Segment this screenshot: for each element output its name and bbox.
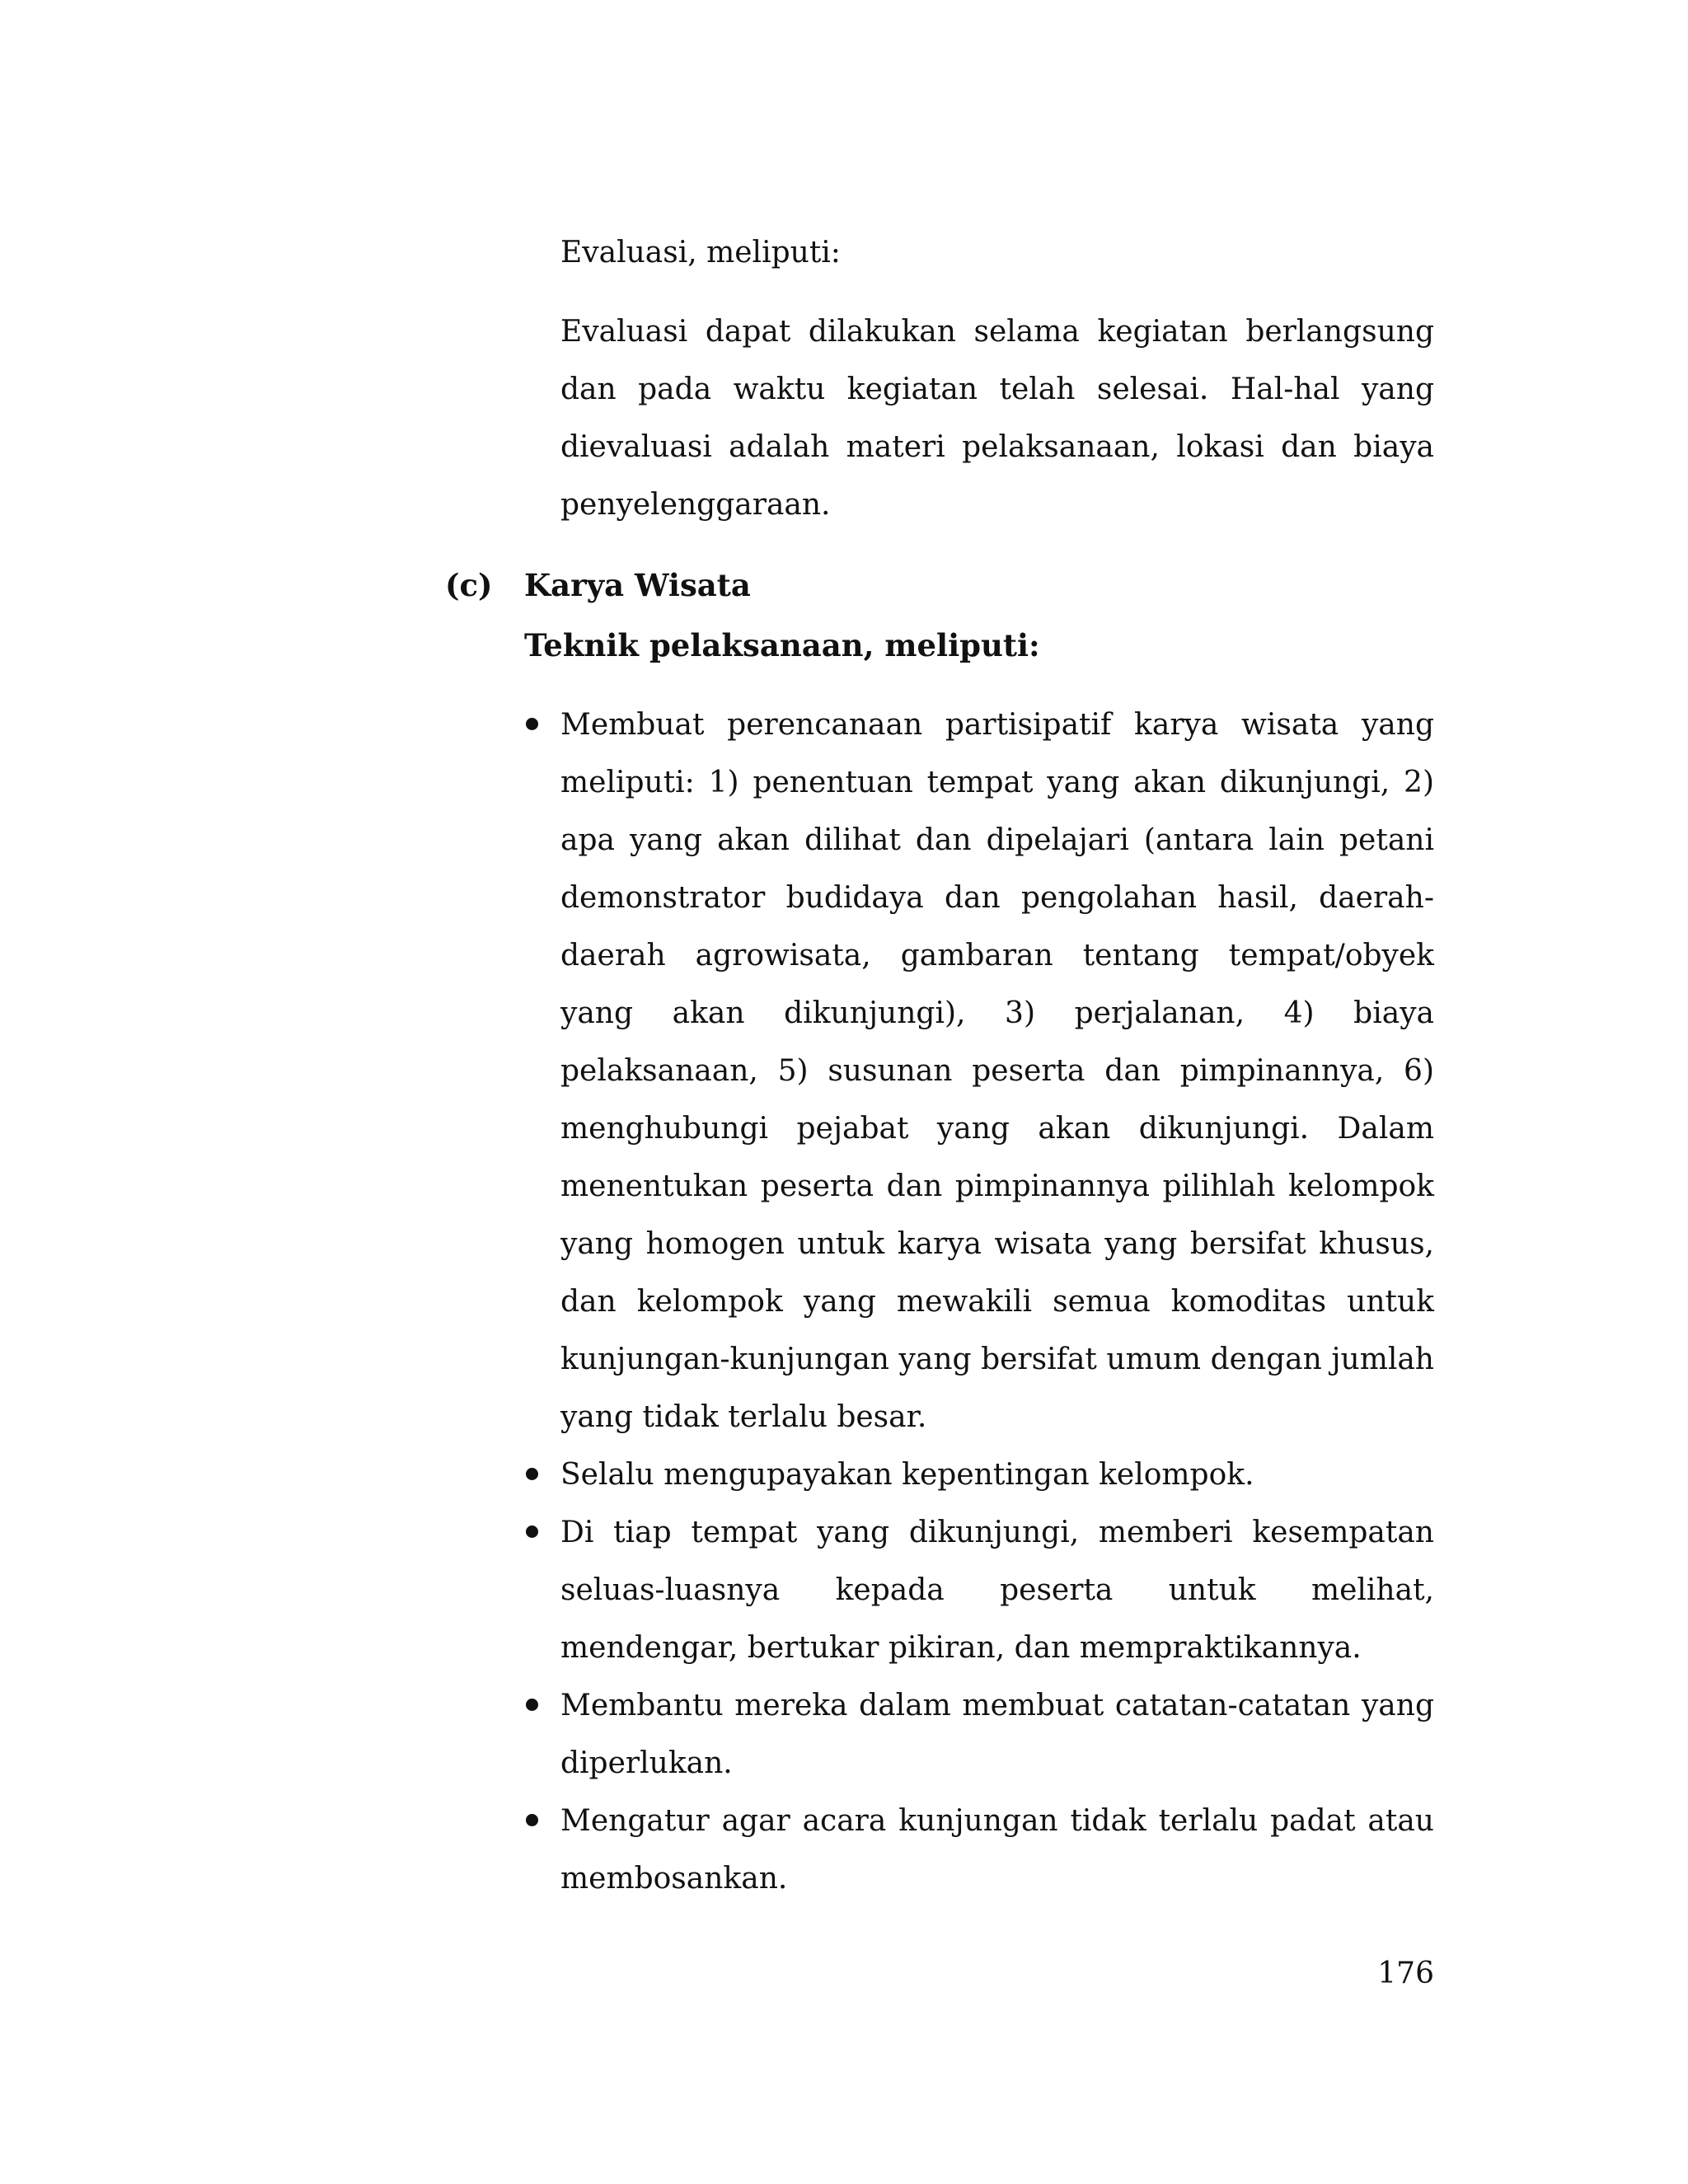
list-item-text: Selalu mengupayakan kepentingan kelompok.	[560, 1458, 1254, 1492]
bullet-icon	[526, 1526, 538, 1538]
bullet-list	[524, 696, 1434, 1908]
list-item-text: Mengatur agar acara kunjungan tidak terlalu padat atau membosankan.	[560, 1804, 1434, 1896]
list-item	[524, 1446, 1434, 1504]
list-item	[524, 1793, 1434, 1908]
evaluasi-paragraph: Evaluasi dapat dilakukan selama kegiatan berlangsung dan pada waktu kegiatan telah selesai. Hal-hal yang dievaluasi adalah materi pelaksanaan, lokasi dan biaya penyelenggaraan.	[560, 315, 1434, 522]
list-item	[524, 696, 1434, 1446]
section-label: (c)	[445, 567, 493, 603]
list-item	[524, 1677, 1434, 1793]
list-item-text: Di tiap tempat yang dikunjungi, memberi kesempatan seluas-luasnya kepada peserta untuk melihat, mendengar, bertukar pikiran, dan mempraktikannya.	[560, 1516, 1434, 1665]
section-title: Karya Wisata	[524, 567, 751, 603]
bullet-icon	[526, 718, 538, 730]
evaluasi-heading: Evaluasi, meliputi:	[560, 236, 841, 269]
page-number: 176	[1377, 1957, 1434, 1990]
list-item-text: Membantu mereka dalam membuat catatan-catatan yang diperlukan.	[560, 1689, 1434, 1780]
list-item-text: Membuat perencanaan partisipatif karya wisata yang meliputi: 1) penentuan tempat yang akan dikunjungi, 2) apa yang akan dilihat dan dipelajari (antara lain petani demonstrator budidaya dan pengolahan hasil, daerah-daerah agrowisata, gambaran tentang tempat/obyek yang akan dikunjungi), 3) perjalanan, 4) biaya pelaksanaan, 5) susunan peserta dan pimpinannya, 6) menghubungi pejabat yang akan dikunjungi. Dalam menentukan peserta dan pimpinannya pilihlah kelompok yang homogen untuk karya wisata yang bersifat khusus, dan kelompok yang mewakili semua komoditas untuk kunjungan-kunjungan yang bersifat umum dengan jumlah yang tidak terlalu besar.	[560, 708, 1434, 1434]
bullet-icon	[526, 1699, 538, 1711]
bullet-icon	[526, 1814, 538, 1826]
section-subtitle: Teknik pelaksanaan, meliputi:	[524, 627, 1040, 663]
bullet-icon	[526, 1468, 538, 1480]
list-item	[524, 1504, 1434, 1677]
